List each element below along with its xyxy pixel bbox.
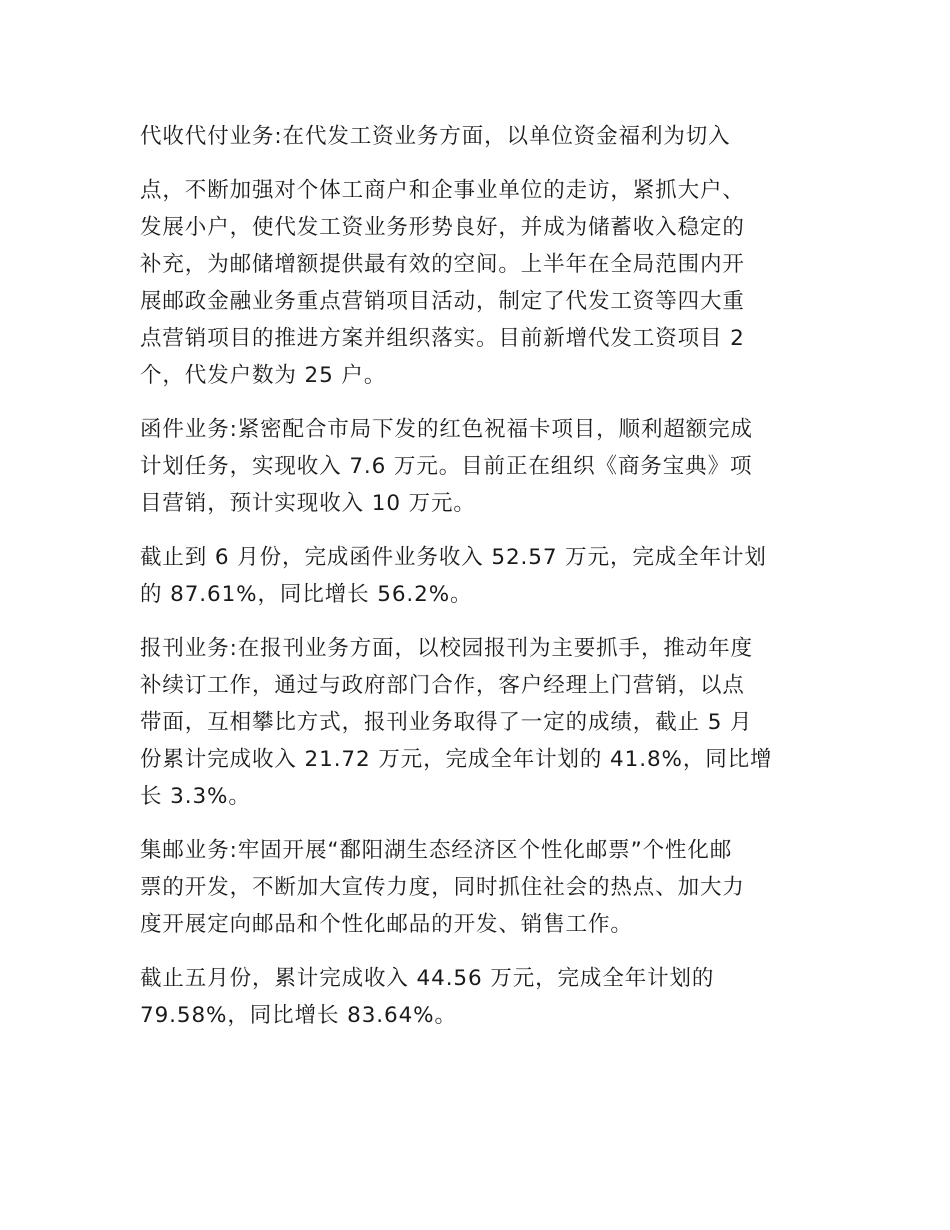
paragraph-philately-business (140, 832, 812, 943)
text-line: 票的开发，不断加大宣传力度，同时抓住社会的热点、加大力 (140, 875, 745, 900)
text-line: 截止五月份，累计完成收入 44.56 万元，完成全年计划的 (140, 966, 715, 991)
paragraph-collection-payment-intro (140, 118, 812, 155)
paragraph-newspaper-business (140, 630, 812, 815)
text-line: 度开展定向邮品和个性化邮品的开发、销售工作。 (140, 912, 633, 937)
paragraph-collection-payment-detail (140, 172, 812, 394)
text-line: 计划任务，实现收入 7.6 万元。目前正在组织《商务宝典》项 (140, 454, 753, 479)
text-line: 函件业务:紧密配合市局下发的红色祝福卡项目，顺利超额完成 (140, 417, 753, 442)
text-line: 补充，为邮储增额提供最有效的空间。上半年在全局范围内开 (140, 252, 745, 277)
text-line: 目营销，预计实现收入 10 万元。 (140, 491, 476, 516)
text-line: 的 87.61%，同比增长 56.2%。 (140, 582, 473, 607)
text-line: 报刊业务:在报刊业务方面，以校园报刊为主要抓手，推动年度 (140, 636, 753, 661)
text-line: 点，不断加强对个体工商户和企事业单位的走访，紧抓大户、 (140, 178, 745, 203)
text-line: 集邮业务:牢固开展“鄱阳湖生态经济区个性化邮票”个性化邮 (140, 838, 733, 863)
text-line: 带面，互相攀比方式，报刊业务取得了一定的成绩，截止 5 月 (140, 710, 753, 735)
paragraph-philately-revenue (140, 960, 812, 1034)
paragraph-letter-business (140, 411, 812, 522)
paragraph-letter-revenue (140, 539, 812, 613)
text-line: 展邮政金融业务重点营销项目活动，制定了代发工资等四大重 (140, 289, 745, 314)
text-line: 截止到 6 月份，完成函件业务收入 52.57 万元，完成全年计划 (140, 545, 767, 570)
text-line: 代收代付业务:在代发工资业务方面，以单位资金福利为切入 (140, 124, 731, 149)
text-line: 补续订工作，通过与政府部门合作，客户经理上门营销，以点 (140, 673, 745, 698)
text-line: 份累计完成收入 21.72 万元，完成全年计划的 41.8%，同比增 (140, 747, 773, 772)
text-line: 发展小户，使代发工资业务形势良好，并成为储蓄收入稳定的 (140, 215, 745, 240)
text-line: 点营销项目的推进方案并组织落实。目前新增代发工资项目 2 (140, 326, 745, 351)
text-line: 个，代发户数为 25 户。 (140, 363, 387, 388)
document-body (140, 118, 812, 1034)
text-line: 79.58%，同比增长 83.64%。 (140, 1003, 457, 1028)
text-line: 长 3.3%。 (140, 784, 251, 809)
